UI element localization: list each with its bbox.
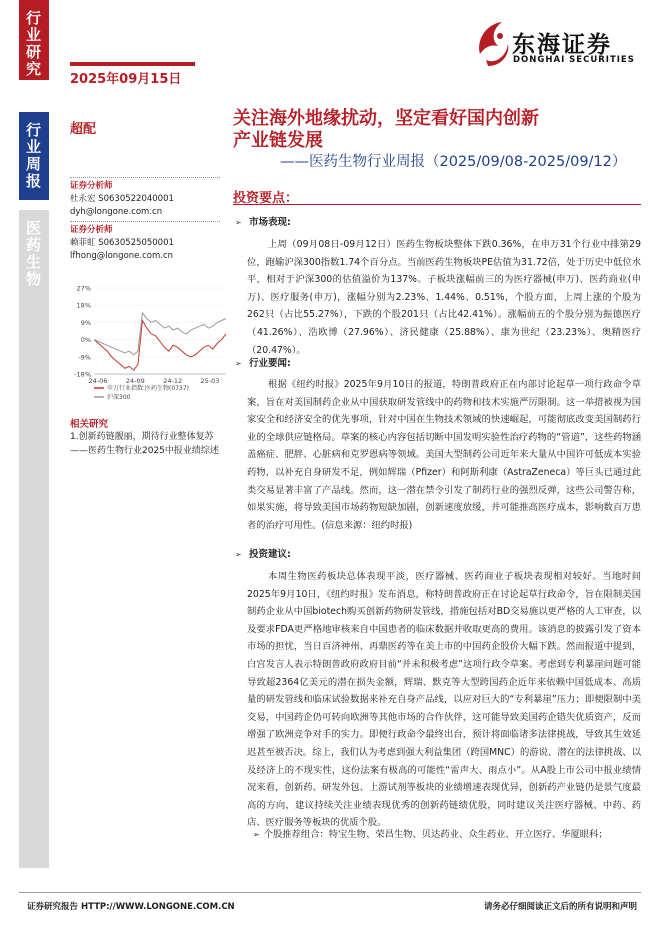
related-research-title: 相关研究 (70, 419, 109, 430)
analyst-email[interactable]: dyh@longone.com.cn (70, 207, 163, 217)
tab-pharma-bio (19, 210, 49, 868)
analyst-name: 杜永宏 S0630522040001 (70, 194, 174, 204)
tab-char: 业 (25, 26, 42, 44)
y-tick-label: -9% (78, 353, 91, 362)
section-market-text: 上周（09月08日-09月12日）医药生物板块整体下跌0.36%，在申万31个行业中排第29位，跑输沪深300指数1.74个百分点。当前医药生物板块PE估值为31.72倍，处于历史中低位水平，相对于沪深300的估值溢价为137%。子板块涨幅前三的为医疗器械(申万)、医药商业(申万)、医疗服务(申万)，涨幅分别为2.23%、1.44%、0.51%，个股方面，上周上涨的个股为262只（占比55.27%），下跌的个股201只（占比42.41%）。涨幅前五的个股分别为振德医疗（41.26%）、浩欧博（27.96%）、济民健康（25.88%）、康为世纪（23.23%）、奥精医疗（20.47%）。 (247, 239, 641, 356)
stock-picks (253, 826, 608, 840)
x-tick-label: 24-12 (163, 377, 183, 385)
section-market-title (235, 214, 291, 228)
tab-industry-weekly (19, 112, 49, 200)
report-title-line-1: 关注海外地缘扰动，坚定看好国内创新 (233, 108, 539, 129)
divider (70, 221, 220, 222)
section-advice-text: 本周生物医药板块总体表现平淡，医疗器械、医药商业子板块表现相对较好。当地时间2025年9月10日，《纽约时报》发布消息，称特朗普政府正在讨论起草行政命令，旨在限制美国制药企业从中国biotech购买创新药物研发管线，措施包括对BD交易施以更严格的人工审查，以及要求FDA更严格地审核来自中国患者的临床数据并收取更高的费用。该消息的披露引发了资本市场的担忧，当日百济神州、再鼎医药等在美上市的中国药企股价大幅下跌。然而报道中提到，白宫发言人表示特朗普政府政府目前“并未积极考虑”这项行政令草案。考虑到专利暴崖问题可能导致超2364亿美元的潜在损失金额，辉瑞、默克等大型跨国药企近年来依赖中国低成本、高质量的研发管线和临床试验数据来补充自身产品线，以应对巨大的“专利暴崖”压力；即便限制中美交易，中国药企仍可转向欧洲等其他市场的合作伙伴，这可能导致美国药企错失优质资产，反而增强了欧洲竞争对手的实力。即便行政命令最终出台，预计将面临诸多法律挑战，导致其生效延迟甚至被否决。综上，我们认为考虑到强大利益集团（跨国MNC）的游说、潜在的法律挑战、以及经济上的不现实性，这份法案有极高的可能性“雷声大、雨点小”。从A股上市公司中报业绩情况来看，创新药、研发外包、上游试剂等板块的业绩增速表现优异，创新药产业链仍是景气度最高的方向，建议持续关注业绩表现优秀的创新药链绩优股，同时建议关注医疗器械、中药、药店、医疗服务等板块的优质个股。 (247, 571, 641, 829)
arrow-bullet-icon: ➢ (235, 218, 242, 227)
logo-name-cn: 东海证券 (512, 32, 612, 58)
analyst-role: 证券分析师 (70, 225, 113, 235)
legend-label: 沪深300 (107, 394, 131, 401)
tab-char: 究 (25, 60, 42, 78)
analyst-name: 赖菲虹 S0630525050001 (70, 238, 174, 248)
y-tick-label: 18% (76, 301, 91, 310)
section-advice-title (235, 546, 291, 560)
tab-industry-research (19, 0, 49, 80)
section-label: 行业要闻: (249, 358, 291, 369)
tab-char: 物 (25, 270, 42, 288)
section-news-text: 根据《纽约时报》2025年9月10日的报道，特朗普政府正在内部讨论起草一项行政命令草案，旨在对美国制药企业从中国获取研发管线中的药物和技术实施严厉限制。这一举措被视为国家安全和经济安全的优先事项，针对中国在生物技术领域的快速崛起，可能彻底改变美国制药行业的全球供应链格局。草案的核心内容包括切断中国发明实验性治疗药物的“管道”，这些药物涵盖癌症、肥胖、心脏病和克罗恩病等领域。美国大型制药公司近年来大量从中国许可低成本实验药物，以补充自身研发不足，例如辉瑞（Pfizer）和阿斯利康（AstraZeneca）等巨头已通过此类交易显著丰富了产品线。然而，这一潜在禁令引发了制药行业的强烈反弹，这些公司警告称，如果实施，将导致美国市场药物短缺加剧，创新速度放缓，并可能推高医疗成本，影响数百万患者的治疗可用性。(信息来源：纽约时报) (247, 379, 641, 531)
x-tick-label: 24-06 (88, 377, 108, 385)
report-subtitle: ——医药生物行业周报（2025/09/08-2025/09/12） (280, 154, 627, 170)
series-line-2 (94, 313, 226, 355)
tab-char: 研 (25, 43, 42, 61)
stock-picks-text: 个股推荐组合：特宝生物、荣昌生物、贝达药业、众生药业、开立医疗、华厦眼科； (263, 829, 608, 840)
tab-char: 行 (25, 121, 42, 139)
report-date: 2025年09月15日 (70, 72, 182, 87)
tab-char: 药 (25, 236, 42, 254)
section-news-title (235, 355, 291, 369)
analyst-role: 证券分析师 (70, 181, 113, 191)
tab-char: 生 (25, 253, 42, 271)
analyst-list (70, 175, 220, 263)
date-accent-bar (70, 62, 195, 66)
arrow-bullet-icon: ➢ (235, 550, 242, 559)
footer-divider (19, 892, 641, 893)
tab-char: 医 (25, 219, 42, 237)
tab-char: 报 (25, 172, 42, 190)
footer-website[interactable]: 证券研究报告 HTTP://WWW.LONGONE.COM.CN (27, 902, 235, 912)
x-tick-label: 24-09 (125, 377, 145, 385)
y-tick-label: 9% (80, 318, 91, 327)
series-line-1 (94, 321, 226, 371)
arrow-bullet-icon: ➢ (253, 830, 260, 839)
tab-char: 业 (25, 138, 42, 156)
investment-points-title: 投资要点： (233, 191, 299, 206)
x-tick-label: 25-03 (200, 377, 220, 385)
y-tick-label: 0% (80, 336, 91, 345)
y-tick-label: 27% (76, 284, 91, 293)
report-title-line-2: 产业链发展 (233, 130, 323, 151)
section-label: 市场表现: (249, 217, 291, 228)
y-tick-label: -18% (74, 370, 91, 379)
arrow-bullet-icon: ➢ (235, 359, 242, 368)
logo-name-en: DONGHAI SECURITIES (513, 55, 635, 65)
section-label: 投资建议: (249, 549, 291, 560)
related-research-link[interactable]: 1.创新药链靓丽，期待行业整体复苏——医药生物行业2025中报业绩综述 (70, 432, 219, 456)
tab-char: 周 (25, 155, 42, 173)
divider (70, 177, 220, 178)
logo-dragon-icon (479, 22, 508, 66)
footer-disclaimer: 请务必仔细阅读正文后的所有说明和声明 (483, 902, 637, 912)
rating-badge: 超配 (70, 122, 97, 137)
title-underline (233, 204, 641, 205)
tab-char: 行 (25, 9, 42, 27)
performance-chart (70, 282, 230, 412)
legend-label: 申万行业指数:医药生物(0737) (107, 385, 189, 392)
analyst-email[interactable]: lfhong@longone.com.cn (70, 251, 174, 261)
